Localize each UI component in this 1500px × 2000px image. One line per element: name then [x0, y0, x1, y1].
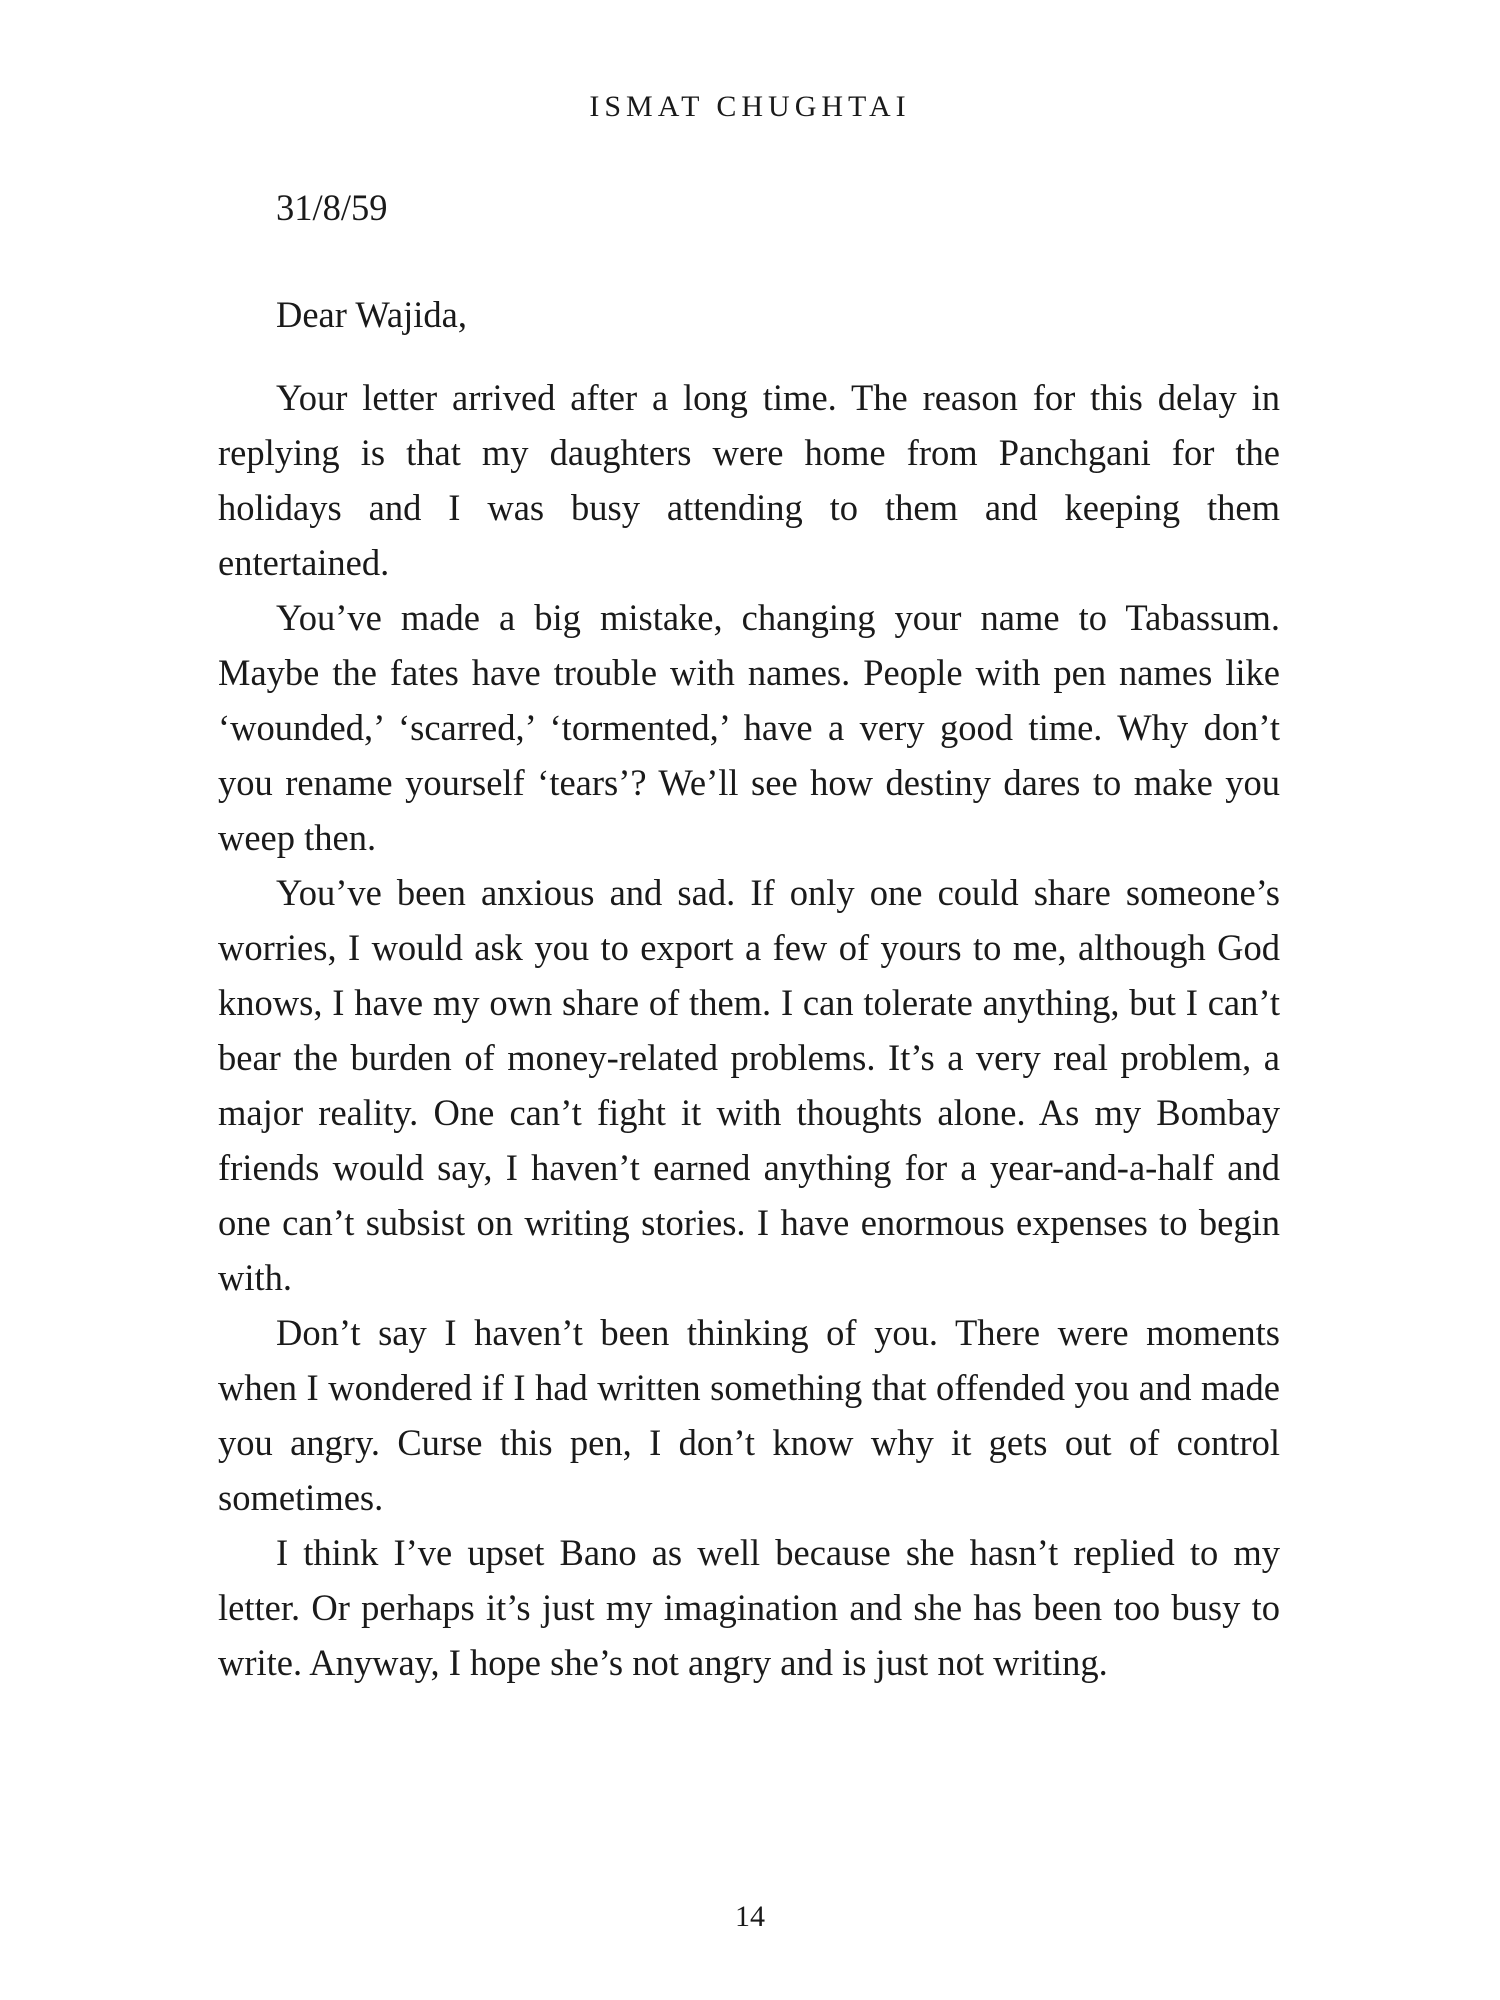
- letter-body: [218, 180, 1280, 1690]
- letter-salutation: Dear Wajida,: [276, 294, 467, 335]
- running-head-author: ISMAT CHUGHTAI: [589, 90, 911, 123]
- page-number: 14: [735, 1900, 765, 1933]
- paragraph-1: Your letter arrived after a long time. The reason for this delay in replying is that my daughters were home from Panchgani for the holidays and I was busy attending to them and keeping them entertained.: [218, 377, 1280, 583]
- letter-date: 31/8/59: [276, 187, 388, 228]
- paragraph-3: You’ve been anxious and sad. If only one could share someone’s worries, I would ask you to export a few of yours to me, although God knows, I have my own share of them. I can tolerate anything, but I can’t bear the burden of money-related problems. It’s a very real problem, a major reality. One can’t fight it with thoughts alone. As my Bombay friends would say, I haven’t earned anything for a year-and-a-half and one can’t subsist on writing stories. I have enormous expenses to begin with.: [218, 872, 1280, 1298]
- paragraph-4: Don’t say I haven’t been thinking of you. There were moments when I wondered if I had written something that offended you and made you angry. Curse this pen, I don’t know why it gets out of control sometimes.: [218, 1312, 1280, 1518]
- paragraph-2: You’ve made a big mistake, changing your name to Tabassum. Maybe the fates have trouble with names. People with pen names like ‘wounded,’ ‘scarred,’ ‘tormented,’ have a very good time. Why don’t you rename yourself ‘tears’? We’ll see how destiny dares to make you weep then.: [218, 597, 1280, 858]
- paragraph-5: I think I’ve upset Bano as well because she hasn’t replied to my letter. Or perhaps it’s just my imagination and she has been too busy to write. Anyway, I hope she’s not angry and is just not writing.: [218, 1532, 1280, 1683]
